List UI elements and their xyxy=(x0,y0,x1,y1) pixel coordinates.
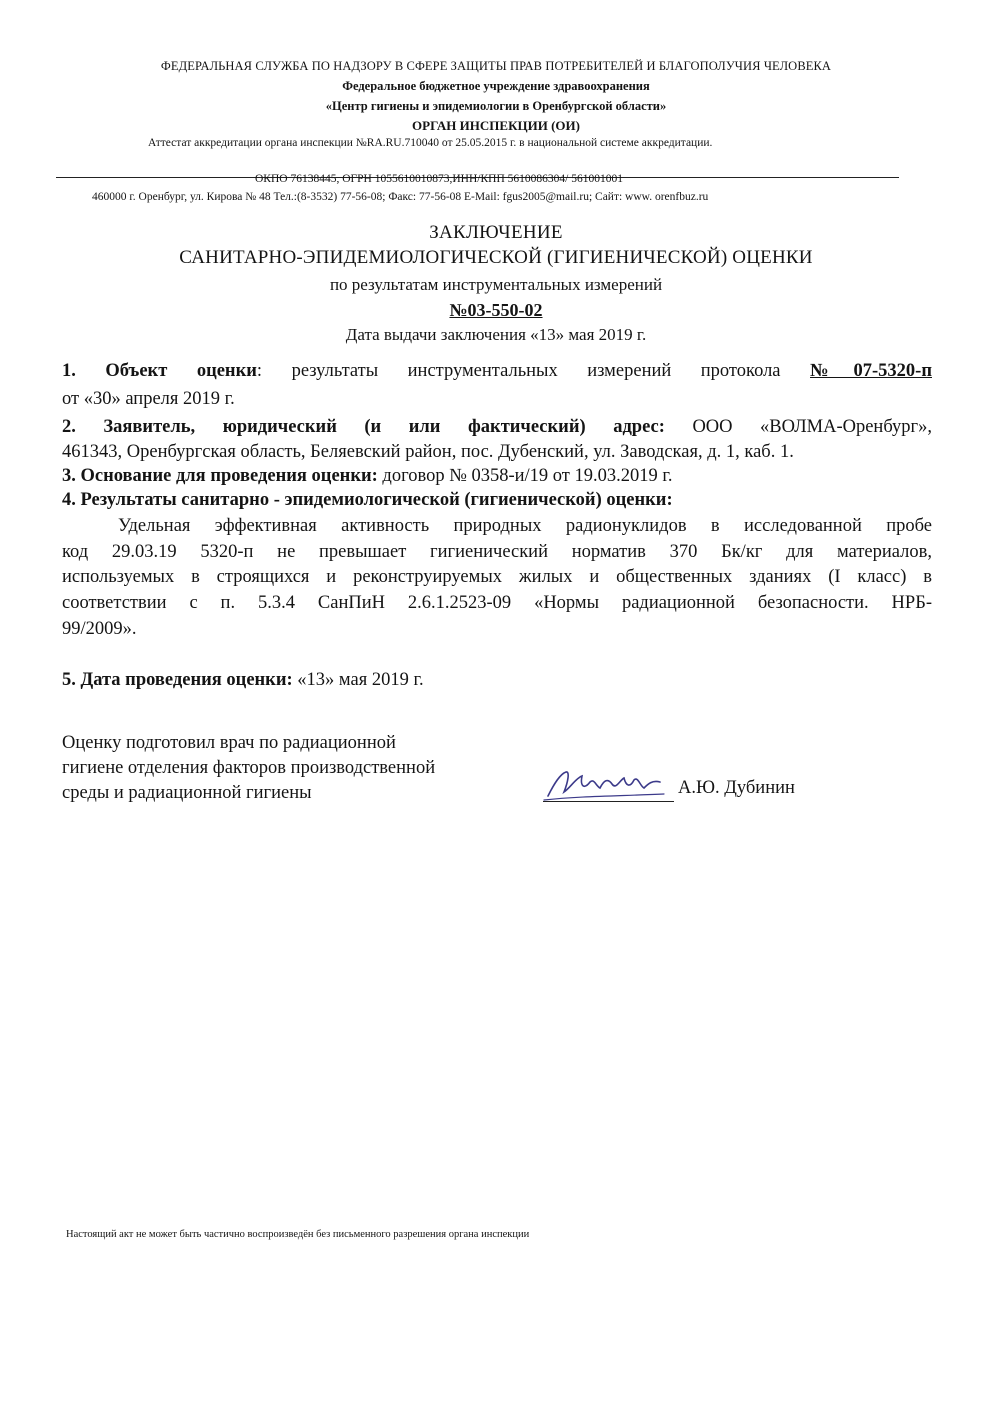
signatory-line-2: гигиене отделения факторов производственной xyxy=(62,758,436,778)
document-number: №03-550-02 xyxy=(449,300,543,320)
section-3-text: договор № 0358-и/19 от 19.03.2019 г. xyxy=(377,466,673,486)
section-5-label: 5. Дата проведения оценки: xyxy=(62,670,293,690)
section-4-line-1: Удельная эффективная активность природных радионуклидов в исследованной пробе xyxy=(118,516,932,536)
signatory-name: А.Ю. Дубинин xyxy=(678,778,795,798)
section-3 xyxy=(62,466,673,487)
footer-note: Настоящий акт не может быть частично воспроизведён без письменного разрешения органа инспекции xyxy=(66,1229,530,1240)
inspection-body: ОРГАН ИНСПЕКЦИИ (ОИ) xyxy=(412,118,580,133)
section-4-line-3: используемых в строящихся и реконструируемых жилых и общественных зданиях (I класс) в xyxy=(62,567,932,587)
section-5 xyxy=(62,670,424,691)
section-1-date: от «30» апреля 2019 г. xyxy=(62,389,235,409)
protocol-number: №07-5320-п xyxy=(810,361,932,381)
signatory-line-3: среды и радиационной гигиены xyxy=(62,783,312,803)
contact-line: 460000 г. Оренбург, ул. Кирова № 48 Тел.:(8-3532) 77-56-08; Факс: 77-56-08 E-Mail: fgus2005@mail.ru; Сайт: www. orenfbuz.ru xyxy=(92,191,709,203)
section-1-text: : результаты инструментальных измерений протокола xyxy=(256,361,811,381)
registration-codes: ОКПО 76138445, ОГРН 1055610010873,ИНН/КПП 5610086304/ 561001001 xyxy=(255,173,623,185)
center-name: «Центр гигиены и эпидемиологии в Оренбургской области» xyxy=(325,99,667,113)
accreditation-line: Аттестат аккредитации органа инспекции №RA.RU.710040 от 25.05.2015 г. в национальной системе аккредитации. xyxy=(148,137,713,149)
institution-name: Федеральное бюджетное учреждение здравоохранения xyxy=(342,79,650,93)
section-5-date: «13» мая 2019 г. xyxy=(292,670,424,690)
section-4-line-5: 99/2009». xyxy=(62,619,137,639)
signature-line xyxy=(543,801,674,802)
document-title: ЗАКЛЮЧЕНИЕ xyxy=(429,222,563,243)
agency-name: ФЕДЕРАЛЬНАЯ СЛУЖБА ПО НАДЗОРУ В СФЕРЕ ЗАЩИТЫ ПРАВ ПОТРЕБИТЕЛЕЙ И БЛАГОПОЛУЧИЯ ЧЕЛОВЕКА xyxy=(160,59,832,73)
section-4-line-4: соответствии с п. 5.3.4 СанПиН 2.6.1.2523-09 «Нормы радиационной безопасности. НРБ- xyxy=(62,593,932,613)
handwritten-signature xyxy=(540,766,680,804)
section-4-label: 4. Результаты санитарно - эпидемиологической (гигиенической) оценки: xyxy=(62,490,673,510)
section-2 xyxy=(62,417,932,438)
document-subtitle-2: по результатам инструментальных измерений xyxy=(329,275,663,294)
issue-date: Дата выдачи заключения «13» мая 2019 г. xyxy=(345,325,647,344)
section-4-line-2: код 29.03.19 5320-п не превышает гигиенический норматив 370 Бк/кг для материалов, xyxy=(62,542,932,562)
section-1 xyxy=(62,361,932,382)
signatory-line-1: Оценку подготовил врач по радиационной xyxy=(62,733,396,753)
section-2-applicant: ООО «ВОЛМА-Оренбург», xyxy=(664,417,932,437)
section-3-label: 3. Основание для проведения оценки: xyxy=(62,466,378,486)
section-1-label: 1. Объект оценки xyxy=(62,361,257,381)
section-2-address: 461343, Оренбургская область, Беляевский район, пос. Дубенский, ул. Заводская, д. 1, каб. 1. xyxy=(62,442,794,462)
section-2-label: 2. Заявитель, юридический (и или фактический) адрес: xyxy=(62,417,665,437)
document-subtitle: САНИТАРНО-ЭПИДЕМИОЛОГИЧЕСКОЙ (ГИГИЕНИЧЕСКОЙ) ОЦЕНКИ xyxy=(179,247,813,268)
